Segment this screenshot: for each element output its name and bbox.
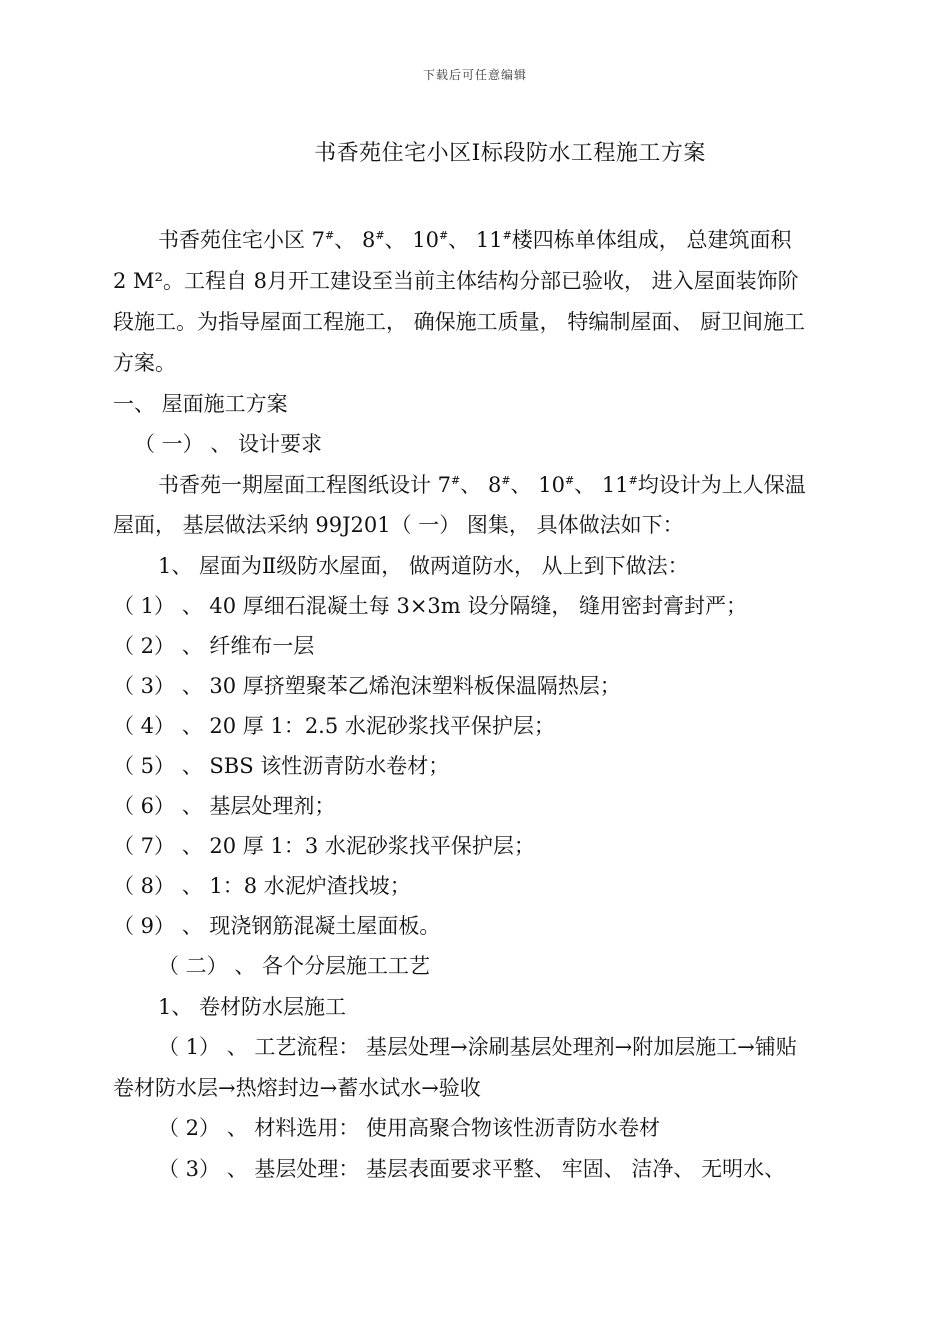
intro-line-1: 书香苑住宅小区 7#、 8#、 10#、 11#楼四栋单体组成， 总建筑面积 bbox=[158, 228, 792, 252]
intro-line-3: 段施工。为指导屋面工程施工， 确保施工质量， 特编制屋面、 厨卫间施工 bbox=[113, 310, 806, 334]
intro-line-4: 方案。 bbox=[113, 351, 176, 375]
layer-item: （ 4） 、 20 厚 1：2.5 水泥砂浆找平保护层； bbox=[113, 714, 555, 738]
base-treatment-line: （ 3） 、 基层处理： 基层表面要求平整、 牢固、 洁净、 无明水、 bbox=[158, 1157, 786, 1181]
section-1-heading: 一、 屋面施工方案 bbox=[113, 392, 288, 416]
design-para-line-2: 屋面， 基层做法采纳 99J201（ 一） 图集， 具体做法如下： bbox=[113, 513, 684, 537]
design-para-line-1: 书香苑一期屋面工程图纸设计 7#、 8#、 10#、 11#均设计为上人保温 bbox=[158, 473, 806, 497]
layer-item: （ 7） 、 20 厚 1：3 水泥砂浆找平保护层； bbox=[113, 834, 535, 858]
subsection-2-heading: （ 二） 、 各个分层施工工艺 bbox=[158, 954, 431, 978]
layer-item: （ 1） 、 40 厚细石混凝土每 3×3m 设分隔缝， 缝用密封膏封严； bbox=[113, 594, 748, 618]
intro-line-2: 2 M²。工程自 8月开工建设至当前主体结构分部已验收， 进入屋面装饰阶 bbox=[113, 269, 799, 293]
layer-item: （ 2） 、 纤维布一层 bbox=[113, 634, 315, 658]
header-note: 下载后可任意编辑 bbox=[422, 68, 527, 82]
layer-item: （ 5） 、 SBS 该性沥青防水卷材； bbox=[113, 754, 450, 778]
layer-item: （ 6） 、 基层处理剂； bbox=[113, 794, 336, 818]
roof-grade-item: 1、 屋面为Ⅱ级防水屋面， 做两道防水， 从上到下做法： bbox=[158, 554, 689, 578]
layer-item: （ 9） 、 现浇钢筋混凝土屋面板。 bbox=[113, 914, 441, 938]
process-line-1: （ 1） 、 工艺流程： 基层处理→涂刷基层处理剂→附加层施工→铺贴 bbox=[158, 1035, 797, 1059]
subsection-1-heading: （ 一） 、 设计要求 bbox=[134, 432, 323, 456]
material-line: （ 2） 、 材料选用： 使用高聚合物该性沥青防水卷材 bbox=[158, 1116, 661, 1140]
document-title: 书香苑住宅小区Ⅰ标段防水工程施工方案 bbox=[314, 141, 706, 166]
process-line-2: 卷材防水层→热熔封边→蓄水试水→验收 bbox=[113, 1076, 481, 1100]
layer-item: （ 8） 、 1：8 水泥炉渣找坡； bbox=[113, 874, 411, 898]
membrane-item: 1、 卷材防水层施工 bbox=[158, 995, 347, 1019]
layer-item: （ 3） 、 30 厚挤塑聚苯乙烯泡沫塑料板保温隔热层； bbox=[113, 674, 621, 698]
